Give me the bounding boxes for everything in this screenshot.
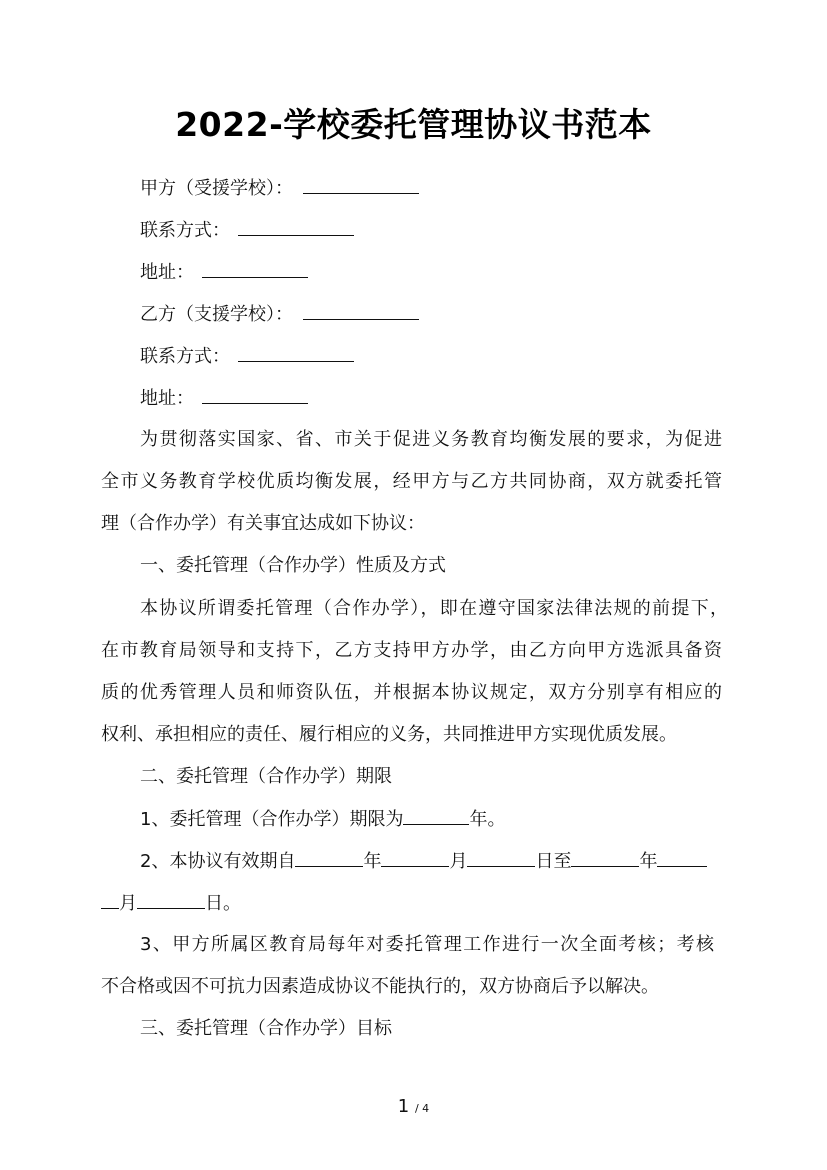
start-month-blank: [381, 848, 449, 867]
party-b-contact-label: 联系方式：: [140, 346, 230, 367]
party-b-address-blank: [202, 385, 308, 404]
current-page: 1: [397, 1096, 410, 1117]
section-1-line-3: 质的优秀管理人员和师资队伍，并根据本协议规定，双方分别享有相应的: [101, 682, 722, 703]
intro-line-2: 全市义务教育学校优质均衡发展，经甲方与乙方共同协商，双方就委托管: [101, 471, 722, 492]
item-2-month-label: 月: [449, 851, 468, 872]
party-a-label: 甲方（受援学校）：: [140, 178, 293, 199]
party-b-line: [140, 301, 419, 328]
item-2-month2-label: 月: [119, 893, 137, 914]
end-year-blank: [571, 848, 639, 867]
end-day-blank: [137, 890, 205, 909]
section-1-line-2: 在市教育局领导和支持下，乙方支持甲方办学，由乙方向甲方选派具备资: [101, 640, 722, 661]
item-2-prefix: 2、本协议有效期自: [140, 851, 296, 872]
section-1-heading: 一、委托管理（合作办学）性质及方式: [140, 555, 446, 576]
end-month-blank-part-2: [101, 890, 119, 909]
intro-line-1: 为贯彻落实国家、省、市关于促进义务教育均衡发展的要求，为促进: [140, 429, 722, 450]
item-2-day-to-label: 日至: [535, 851, 572, 872]
section-2-item-3-line-2: 不合格或因不可抗力因素造成协议不能执行的，双方协商后予以解决。: [101, 976, 659, 997]
start-day-blank: [467, 848, 535, 867]
item-1-suffix: 年。: [469, 809, 506, 830]
intro-line-3: 理（合作办学）有关事宜达成如下协议：: [101, 513, 425, 534]
party-a-address-label: 地址：: [140, 262, 194, 283]
section-2-item-2-continued: [101, 890, 241, 917]
section-2-item-3-line-1: 3、甲方所属区教育局每年对委托管理工作进行一次全面考核；考核: [140, 934, 714, 955]
item-1-prefix: 1、委托管理（合作办学）期限为: [140, 809, 404, 830]
section-2-heading: 二、委托管理（合作办学）期限: [140, 766, 392, 787]
page-number: [0, 1094, 827, 1122]
party-b-address-label: 地址：: [140, 388, 194, 409]
party-a-address-blank: [202, 259, 308, 278]
section-1-line-4: 权利、承担相应的责任、履行相应的义务，共同推进甲方实现优质发展。: [101, 724, 677, 745]
party-b-blank: [303, 301, 419, 320]
section-2-item-1: [140, 806, 505, 833]
item-2-year-label: 年: [363, 851, 382, 872]
section-1-line-1: 本协议所谓委托管理（合作办学），即在遵守国家法律法规的前提下，: [140, 598, 728, 619]
party-b-contact-blank: [238, 343, 354, 362]
term-years-blank: [403, 806, 469, 825]
party-a-contact-label: 联系方式：: [140, 220, 230, 241]
document-title: 2022-学校委托管理协议书范本: [175, 105, 652, 144]
item-2-year2-label: 年: [639, 851, 658, 872]
party-a-line: [140, 175, 419, 202]
party-b-label: 乙方（支援学校）：: [140, 304, 293, 325]
party-a-blank: [303, 175, 419, 194]
total-pages: / 4: [414, 1102, 430, 1115]
start-year-blank: [295, 848, 363, 867]
party-b-contact-line: [140, 343, 354, 370]
party-a-contact-line: [140, 217, 354, 244]
section-3-heading: 三、委托管理（合作办学）目标: [140, 1018, 392, 1039]
party-a-address-line: [140, 259, 308, 286]
party-a-contact-blank: [238, 217, 354, 236]
section-2-item-2: [140, 848, 707, 875]
item-2-day2-label: 日。: [205, 893, 241, 914]
end-month-blank-part-1: [657, 848, 707, 867]
party-b-address-line: [140, 385, 308, 412]
